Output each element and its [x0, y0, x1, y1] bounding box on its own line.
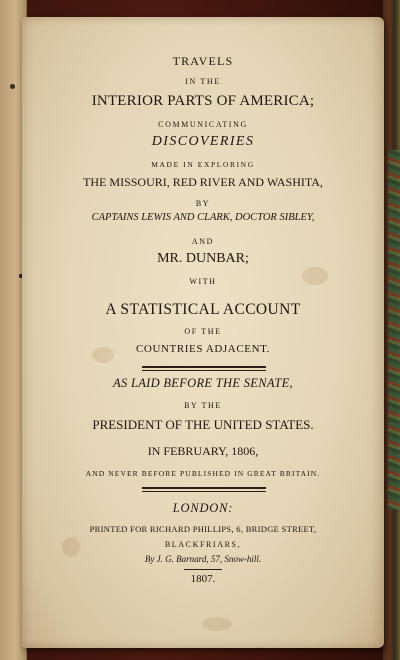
rule-double-bottom — [142, 370, 266, 371]
marbled-endpaper — [388, 150, 400, 510]
title-line: 1807. — [190, 573, 216, 585]
title-line: PRESIDENT OF THE UNITED STATES. — [92, 417, 314, 432]
rule-double-top — [142, 487, 266, 489]
title-line: OF THE — [184, 327, 222, 336]
title-line: IN THE — [185, 77, 221, 86]
title-line: A STATISTICAL ACCOUNT — [105, 301, 301, 318]
title-line: By J. G. Barnard, 57, Snow-hill. — [144, 554, 262, 564]
title-line: MR. DUNBAR; — [157, 251, 249, 266]
title-line: INTERIOR PARTS OF AMERICA; — [91, 93, 315, 109]
rule-double-top — [142, 366, 266, 368]
title-line: PRINTED FOR RICHARD PHILLIPS, 6, BRIDGE STREET, — [89, 524, 317, 534]
title-line: MADE IN EXPLORING — [151, 160, 255, 169]
rule-short — [184, 569, 222, 570]
title-line: COMMUNICATING — [158, 120, 248, 129]
rule-double-bottom — [142, 491, 266, 492]
title-line: WITH — [189, 277, 217, 286]
title-line: DISCOVERIES — [151, 134, 255, 149]
title-line: AND — [191, 237, 215, 246]
title-line: COUNTRIES ADJACENT. — [135, 343, 271, 355]
title-line: CAPTAINS LEWIS AND CLARK, DOCTOR SIBLEY, — [91, 212, 315, 223]
title-line: THE MISSOURI, RED RIVER AND WASHITA, — [83, 175, 323, 189]
title-line: BY — [195, 199, 211, 208]
title-line: BY THE — [184, 401, 222, 410]
binding-hole — [10, 84, 15, 89]
title-line: TRAVELS — [172, 54, 234, 68]
title-line: AS LAID BEFORE THE SENATE, — [113, 376, 293, 390]
title-line: LONDON: — [172, 501, 234, 515]
title-line: IN FEBRUARY, 1806, — [147, 444, 259, 458]
title-line: AND NEVER BEFORE PUBLISHED IN GREAT BRITAIN. — [85, 469, 321, 478]
title-line: BLACKFRIARS, — [164, 540, 242, 549]
foxing-spot — [202, 617, 232, 631]
